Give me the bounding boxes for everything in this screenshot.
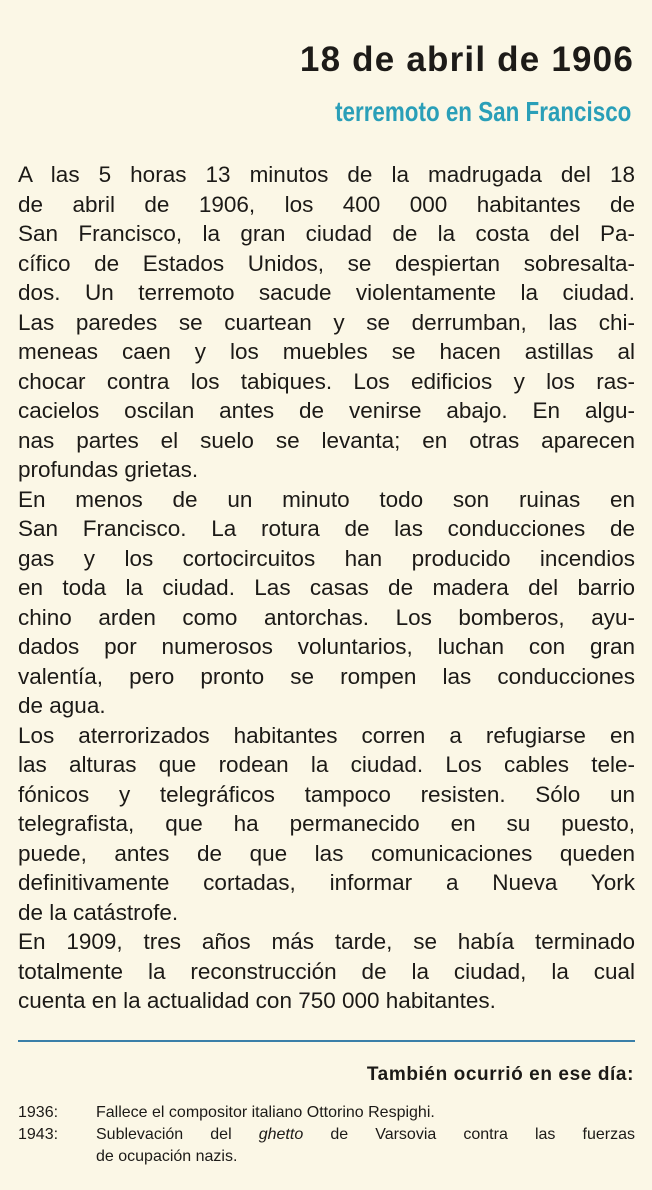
article-paragraph [18, 721, 635, 928]
article-paragraph [18, 927, 635, 1016]
event-description [96, 1102, 635, 1124]
paragraph-line: gas y los cortocircuitos han producido incendios [18, 545, 635, 571]
paragraph-line: en toda la ciudad. Las casas de madera del barrio [18, 575, 635, 600]
event-line: de ocupación nazis. [96, 1148, 238, 1165]
paragraph-line: Los aterrorizados habitantes corren a refugiarse en [18, 722, 635, 748]
paragraph-line: cuenta en la actualidad con 750 000 habitantes. [18, 988, 496, 1013]
article-body [18, 160, 635, 1016]
paragraph-line: puede, antes de que las comunicaciones queden [18, 840, 635, 866]
paragraph-line: cacielos oscilan antes de venirse abajo. En algu- [18, 398, 635, 423]
event-item [18, 1102, 635, 1124]
paragraph-line: chocar contra los tabiques. Los edificios y los ras- [18, 368, 635, 394]
page-subtitle: terremoto en San Francisco [334, 96, 631, 127]
paragraph-line: valentía, pero pronto se rompen las conducciones [18, 663, 635, 689]
paragraph-line: Las paredes se cuartean y se derrumban, las chi- [18, 309, 635, 335]
paragraph-line: de agua. [18, 693, 106, 718]
paragraph-line: dados por numerosos voluntarios, luchan con gran [18, 634, 635, 659]
paragraph-line: de abril de 1906, los 400 000 habitantes de [18, 191, 635, 217]
also-happened-title: También ocurrió en ese día: [366, 1064, 634, 1085]
paragraph-line: profundas grietas. [18, 457, 199, 482]
section-divider [18, 1040, 635, 1042]
paragraph-line: A las 5 horas 13 minutos de la madrugada del 18 [18, 162, 635, 187]
event-year: 1936: [18, 1104, 59, 1121]
event-year: 1943: [18, 1126, 59, 1143]
article-paragraph [18, 485, 635, 721]
article-paragraph [18, 160, 635, 485]
event-line: Fallece el compositor italiano Ottorino Respighi. [96, 1104, 435, 1121]
paragraph-line: fónicos y telegráficos tampoco resisten. Sólo un [18, 781, 635, 807]
page-title: 18 de abril de 1906 [299, 40, 634, 79]
paragraph-line: En menos de un minuto todo son ruinas en [18, 486, 635, 512]
paragraph-line: definitivamente cortadas, informar a Nueva York [18, 870, 635, 895]
paragraph-line: las alturas que rodean la ciudad. Los cables tele- [18, 752, 635, 777]
paragraph-line: San Francisco. La rotura de las conducciones de [18, 516, 635, 541]
paragraph-line: dos. Un terremoto sacude violentamente la ciudad. [18, 280, 635, 305]
paragraph-line: nas partes el suelo se levanta; en otras aparecen [18, 427, 635, 453]
italic-term: ghetto [258, 1126, 304, 1143]
paragraph-line: chino arden como antorchas. Los bomberos, ayu- [18, 604, 635, 630]
event-description [96, 1124, 635, 1168]
paragraph-line: totalmente la reconstrucción de la ciudad, la cual [18, 958, 635, 984]
event-line: Sublevación del ghetto de Varsovia contra las fuerzas [96, 1126, 635, 1143]
event-item [18, 1124, 635, 1168]
events-list [18, 1102, 635, 1168]
paragraph-line: meneas caen y los muebles se hacen astillas al [18, 339, 635, 364]
paragraph-line: telegrafista, que ha permanecido en su puesto, [18, 811, 635, 836]
paragraph-line: San Francisco, la gran ciudad de la costa del Pa- [18, 221, 635, 246]
paragraph-line: de la catástrofe. [18, 899, 179, 925]
paragraph-line: cífico de Estados Unidos, se despiertan sobresalta- [18, 250, 635, 276]
paragraph-line: En 1909, tres años más tarde, se había terminado [18, 929, 635, 954]
